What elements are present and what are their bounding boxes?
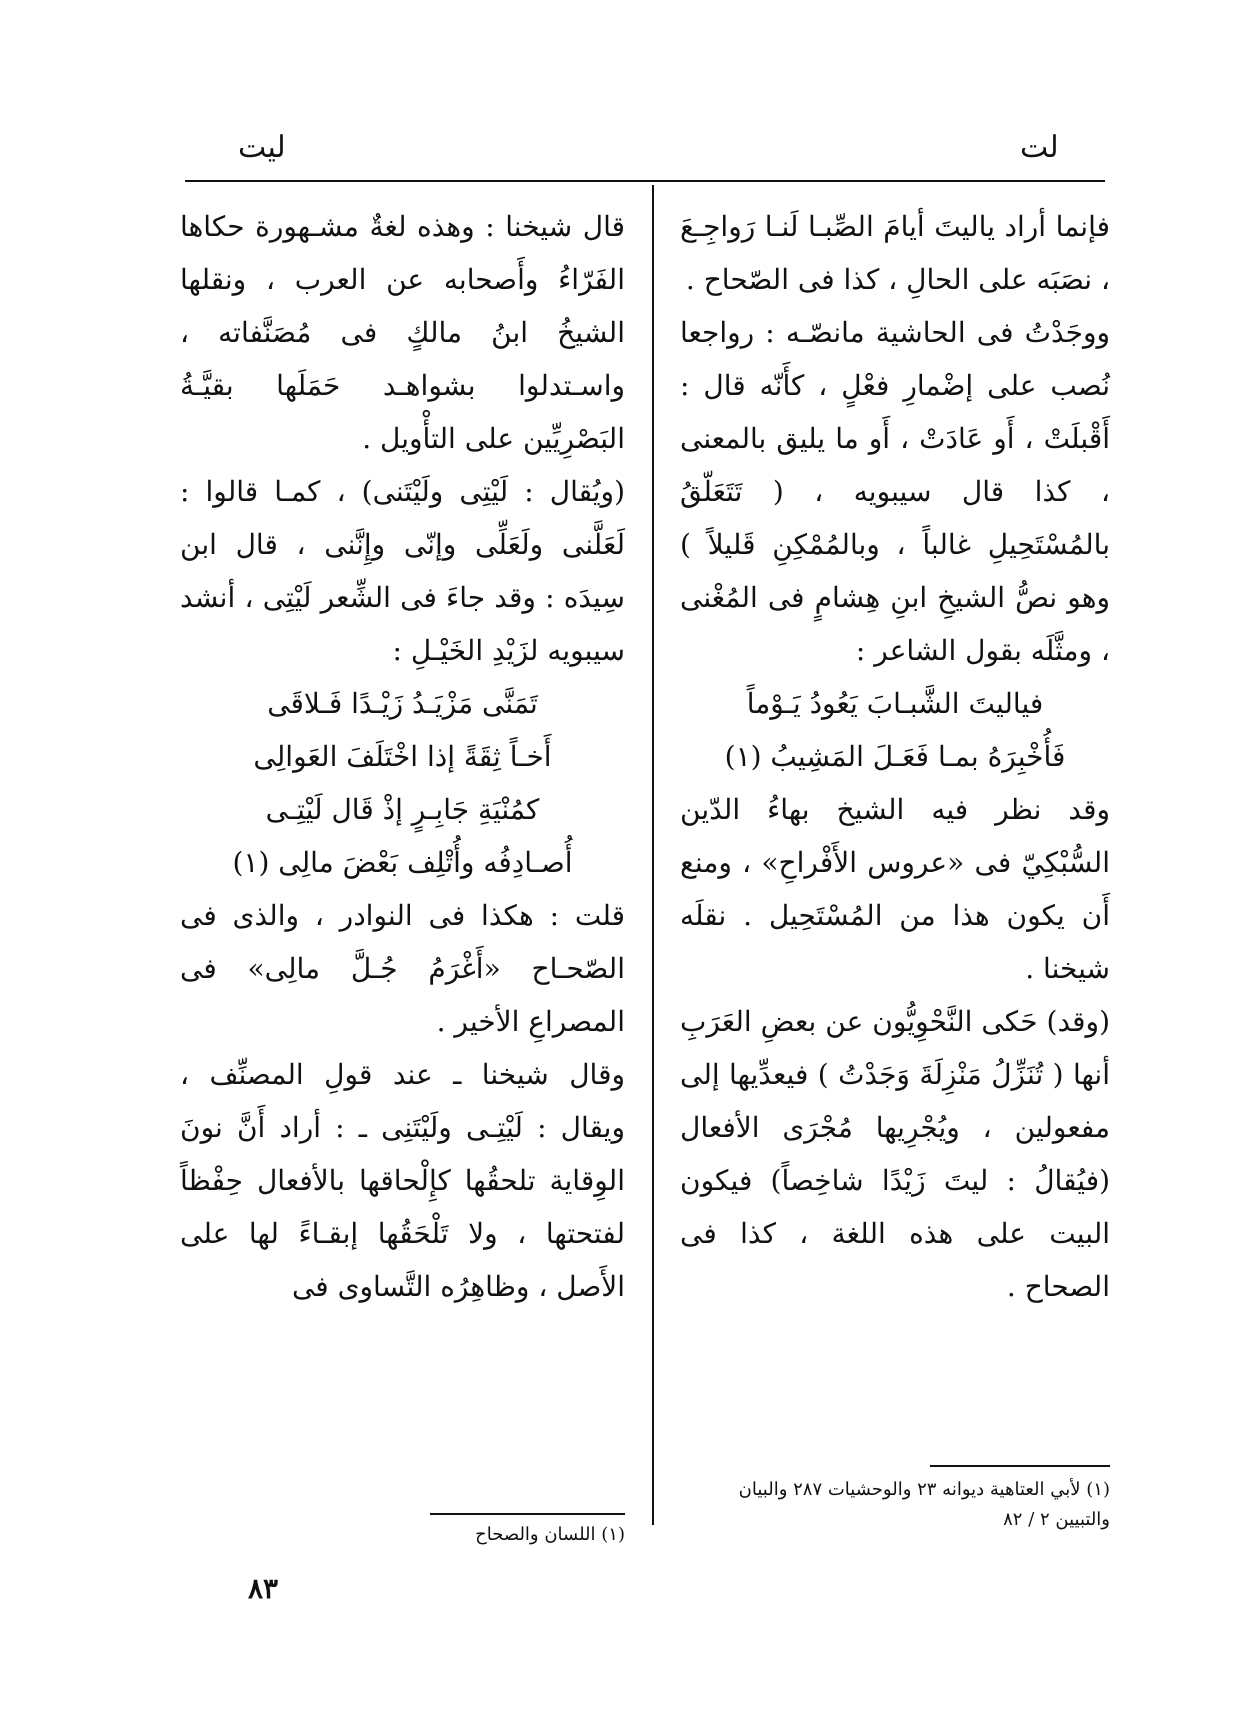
right-verse-line-2: فَأُخْبِرَهُ بمـا فَعَـلَ المَشِيبُ (١) [724,740,1066,773]
left-footnote: (١) اللسان والصحاح [475,1524,625,1545]
right-column [680,200,1110,1313]
right-verse-line-1: فياليتَ الشَّبـابَ يَعُودُ يَـوْماً [746,687,1044,720]
page-number: ٨٣ [248,1572,279,1605]
right-paragraph-1: فإنما أراد ياليتَ أيامَ الصِّبـا لَنـا رَواجِـعَ ، نصَبَه على الحالِ ، كذا فى الصّحاح . [680,210,1110,296]
left-verse-line-2: أَخـاً ثِقَةً إذا اخْتَلَفَ العَوالِى [253,740,552,773]
running-head-left: ليت [238,130,286,165]
left-paragraph-2: (ويُقال : لَيْتِى ولَيْتَنى) ، كمـا قالوا : لَعَلَّنى ولَعَلِّى وإنّى وإِنَّنى ، قال ابن سِيدَه : وقد جاءَ فى الشِّعر لَيْتِى ، أنشد سيبويه لزَيْدِ الخَيْـلِ : [180,475,625,667]
right-paragraph-3: وقد نظر فيه الشيخ بهاءُ الدّين السُّبْكِيّ فى «عروس الأَفْراحِ» ، ومنع أَن يكون هذا من المُسْتَحِيل . نقلَه شيخنا . [680,793,1110,985]
running-head-right: لت [1020,130,1059,165]
right-paragraph-4: (وقد) حَكى النَّحْوِيُّون عن بعضِ العَرَبِ أنها ( تُنَزِّلُ مَنْزِلَةَ وَجَدْتُ ) فيعدِّيها إلى مفعولين ، ويُجْرِيها مُجْرَى الأفعال (فيُقالُ : ليتَ زَيْدًا شاخِصاً) فيكون البيت على هذه اللغة ، كذا فى الصحاح . [680,1005,1110,1303]
left-verse-line-4: أُصـادِفُه وأُتْلِف بَعْضَ مالِى (١) [232,846,573,879]
right-paragraph-2: ووجَدْتُ فى الحاشية مانصّـه : رواجعا نُصب على إضْمارِ فعْلٍ ، كأَنّه قال : أَقْبلَتْ ، أَو عَادَتْ ، أَو ما يليق بالمعنى ، كذا قال سيبويه ، ( تَتَعَلّقُ بالمُسْتَحِيلِ غالباً ، وبالمُمْكِنِ قَليلاً ) وهو نصُّ الشيخِ ابنِ هِشامٍ فى المُغْنى ، ومثَّلَه بقول الشاعر : [680,316,1110,667]
left-paragraph-4: وقال شيخنا ـ عند قولِ المصنِّف ، ويقال : لَيْتِـى ولَيْتَنِى ـ : أراد أَنَّ نونَ الوِقاية تلحقُها كإِلْحاقها بالأفعال حِفْظاً لفتحتها ، ولا تَلْحَقُها إبقـاءً لها على الأَصل ، وظاهِرُه التَّساوى فى [180,1058,625,1303]
right-footnote-rule [930,1465,1110,1467]
left-paragraph-1: قال شيخنا : وهذه لغةٌ مشـهورة حكاها الفَرّاءُ وأَصحابه عن العرب ، ونقلها الشيخُ ابنُ مالكٍ فى مُصَنَّفاته ، واسـتدلوا بشواهـد حَمَلَها بقيَّـةُ البَصْرِيِّين على التأْويل . [180,210,625,455]
left-footnote-rule [430,1513,625,1515]
header-rule [185,180,1105,182]
left-verse-line-1: تَمَنَّى مَزْيَـدُ زَيْـدًا فَـلاقَى [267,687,538,720]
left-paragraph-3: قلت : هكذا فى النوادر ، والذى فى الصّحـاح «أَغْرَمُ جُـلَّ مالِى» فى المصراعِ الأخير . [180,899,625,1038]
left-column [180,200,625,1313]
left-verse-line-3: كمُنْيَةِ جَابِـرٍ إذْ قَال لَيْتِـى [265,793,540,826]
column-divider [652,185,654,1525]
right-footnote: (١) لأبي العتاهية ديوانه ٢٣ والوحشيات ٢٨٧ والبيان والتبيين ٢ / ٨٢ [738,1479,1110,1530]
